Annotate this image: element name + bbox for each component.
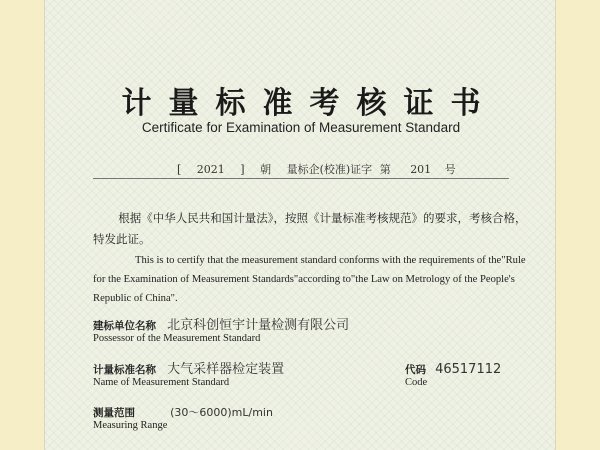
certificate-year: 2021 [196, 163, 225, 176]
code-label-en: Code [405, 377, 428, 388]
standard-name-label-en: Name of Measurement Standard [93, 377, 230, 388]
possessor-value: 北京科创恒宇计量检测有限公司 [167, 318, 350, 333]
certificate-di: 第 [379, 163, 391, 176]
certification-statement-english: This is to certify that the measurement standard conforms with the requirements of the"Rule for the Examination of Measurement Standards"according to"the Law on Metrology of the People's Republic of China". [93, 255, 526, 304]
certification-statement-chinese: 根据《中华人民共和国计量法》，按照《计量标准考核规范》的要求，考核合格，特发此证。 [93, 211, 527, 246]
certificate-prefix: 朝 [260, 163, 272, 176]
code-field [405, 358, 501, 377]
standard-name-field [93, 358, 284, 377]
possessor-field [93, 314, 349, 333]
certificate-title-english: Certificate for Examination of Measurement Standard [141, 120, 461, 135]
range-label-cn: 测量范围 [93, 407, 135, 419]
certificate [44, 0, 556, 450]
certificate-type: 量标企(校准)证字 [286, 163, 373, 176]
bracket-open: [ [177, 163, 182, 176]
standard-name-label-cn: 计量标准名称 [93, 364, 156, 376]
possessor-label-cn: 建标单位名称 [93, 320, 156, 332]
standard-name-value: 大气采样器检定装置 [167, 362, 285, 377]
divider-line [93, 178, 509, 179]
range-label-en: Measuring Range [93, 420, 168, 431]
code-value: 46517112 [435, 362, 502, 377]
certificate-hao: 号 [444, 163, 456, 176]
certificate-number-line [177, 161, 468, 177]
range-field [93, 401, 273, 420]
code-label-cn: 代码 [405, 364, 426, 376]
certificate-serial: 201 [410, 163, 432, 176]
possessor-label-en: Possessor of the Measurement Standard [93, 333, 261, 344]
certificate-title-chinese: 计量标准考核证书 [121, 86, 498, 121]
bracket-close: ] [240, 163, 245, 176]
range-value: (30～6000)mL/min [170, 406, 273, 419]
